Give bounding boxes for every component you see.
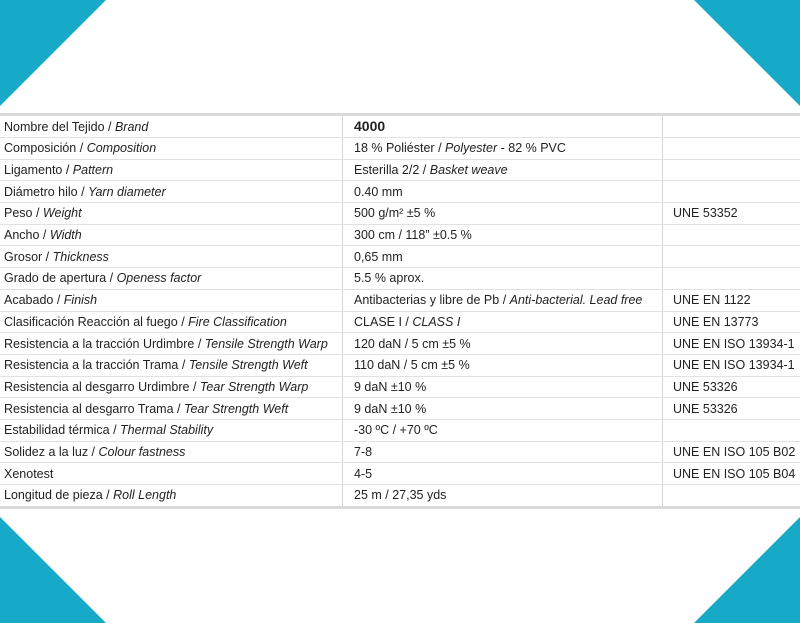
property-value: [343, 354, 663, 376]
property-label: Ligamento / Pattern: [0, 159, 343, 181]
table-row: [0, 398, 800, 420]
property-value-en: Polyester: [445, 141, 498, 156]
property-value-es: 7-8: [354, 444, 373, 459]
test-standard: UNE EN ISO 13934-1: [663, 333, 800, 355]
table-row: [0, 203, 800, 225]
property-value-es: 4-5: [354, 466, 373, 481]
property-label-en: Weight: [42, 206, 82, 221]
table-row: [0, 311, 800, 333]
property-value-es: 9 daN ±10 %: [354, 401, 427, 416]
property-value-en: CLASS I: [412, 314, 461, 329]
spec-table-body: [0, 116, 800, 506]
property-label-es: Grosor: [4, 249, 43, 264]
property-label: Acabado / Finish: [0, 289, 343, 311]
property-label-en: Colour fastness: [98, 444, 186, 459]
table-row: [0, 376, 800, 398]
test-standard: [663, 138, 800, 160]
property-label-en: Fire Classification: [188, 314, 287, 329]
test-standard: UNE EN 1122: [663, 289, 800, 311]
property-label: Resistencia a la tracción Trama / Tensile Strength Weft: [0, 354, 343, 376]
property-label: Resistencia al desgarro Trama / Tear Strength Weft: [0, 398, 343, 420]
property-value: [343, 246, 663, 268]
property-label-es: Composición: [4, 141, 77, 156]
property-value: [343, 181, 663, 203]
test-standard: UNE EN ISO 13934-1: [663, 354, 800, 376]
property-label-en: Thermal Stability: [120, 423, 214, 438]
property-label: Nombre del Tejido / Brand: [0, 116, 343, 138]
property-value-es: 120 daN / 5 cm ±5 %: [354, 336, 471, 351]
property-label-es: Xenotest: [4, 466, 54, 481]
property-value: [343, 376, 663, 398]
table-row: [0, 289, 800, 311]
property-label-en: Width: [49, 228, 82, 243]
property-value: [343, 116, 663, 138]
table-row: [0, 419, 800, 441]
property-label-en: Tear Strength Warp: [199, 379, 309, 394]
property-label: Composición / Composition: [0, 138, 343, 160]
property-label-en: Brand: [114, 119, 149, 134]
property-label: [0, 463, 343, 485]
test-standard: [663, 116, 800, 138]
property-label-en: Tensile Strength Warp: [204, 336, 328, 351]
property-value: [343, 268, 663, 290]
test-standard: UNE 53352: [663, 203, 800, 225]
property-label-en: Openess factor: [116, 271, 202, 286]
table-row: [0, 463, 800, 485]
property-value: [343, 485, 663, 506]
property-value-es: 25 m / 27,35 yds: [354, 488, 447, 503]
property-label-en: Thickness: [52, 249, 109, 264]
property-label-en: Finish: [63, 293, 98, 308]
table-row: [0, 159, 800, 181]
property-label: Ancho / Width: [0, 224, 343, 246]
test-standard: [663, 419, 800, 441]
property-value: [343, 203, 663, 225]
table-row: [0, 333, 800, 355]
property-label-es: Resistencia al desgarro Urdimbre: [4, 379, 190, 394]
spec-sheet: [0, 113, 800, 509]
property-value: [343, 224, 663, 246]
property-label: Grado de apertura / Openess factor: [0, 268, 343, 290]
property-value-es: 4000: [354, 118, 386, 134]
table-row: [0, 485, 800, 506]
property-label: Clasificación Reacción al fuego / Fire Classification: [0, 311, 343, 333]
property-label: Diámetro hilo / Yarn diameter: [0, 181, 343, 203]
table-row: [0, 441, 800, 463]
property-label-es: Acabado: [4, 293, 54, 308]
corner-decoration-bottom-left: [0, 517, 106, 623]
property-value: [343, 441, 663, 463]
test-standard: UNE EN ISO 105 B04: [663, 463, 800, 485]
test-standard: UNE EN ISO 105 B02: [663, 441, 800, 463]
property-label-es: Resistencia a la tracción Trama: [4, 358, 179, 373]
corner-decoration-top-right: [694, 0, 800, 106]
property-label-en: Composition: [86, 141, 157, 156]
table-row: [0, 138, 800, 160]
property-label-es: Clasificación Reacción al fuego: [4, 314, 178, 329]
property-value: [343, 419, 663, 441]
test-standard: [663, 181, 800, 203]
property-value-es: 110 daN / 5 cm ±5 %: [354, 358, 470, 373]
property-value: Esterilla 2/2 / Basket weave: [343, 159, 663, 181]
property-label: Estabilidad térmica / Thermal Stability: [0, 419, 343, 441]
property-value: 18 % Poliéster / Polyester - 82 % PVC: [343, 138, 663, 160]
property-label: Resistencia a la tracción Urdimbre / Tensile Strength Warp: [0, 333, 343, 355]
property-value-es: 9 daN ±10 %: [354, 379, 427, 394]
property-label-en: Pattern: [72, 163, 114, 178]
property-value-es: Esterilla 2/2: [354, 163, 420, 178]
table-row: [0, 268, 800, 290]
test-standard: [663, 485, 800, 506]
property-value-es: 300 cm / 118” ±0.5 %: [354, 228, 472, 243]
property-value-es: 5.5 % aprox.: [354, 271, 425, 286]
property-label-es: Grado de apertura: [4, 271, 107, 286]
property-value-en: Anti-bacterial. Lead free: [509, 293, 643, 308]
property-value-es: 0.40 mm: [354, 184, 403, 199]
table-row: [0, 181, 800, 203]
property-value: Antibacterias y libre de Pb / Anti-bacterial. Lead free: [343, 289, 663, 311]
property-value-tail: - 82 % PVC: [500, 141, 566, 156]
property-value-es: -30 ºC / +70 ºC: [354, 423, 438, 438]
property-label-es: Estabilidad térmica: [4, 423, 110, 438]
property-value-es: 0,65 mm: [354, 249, 403, 264]
table-row: [0, 116, 800, 138]
property-label: Resistencia al desgarro Urdimbre / Tear Strength Warp: [0, 376, 343, 398]
property-label-es: Ancho: [4, 228, 40, 243]
property-label-es: Solidez a la luz: [4, 444, 89, 459]
property-label: Longitud de pieza / Roll Length: [0, 485, 343, 506]
test-standard: UNE EN 13773: [663, 311, 800, 333]
property-label-es: Resistencia a la tracción Urdimbre: [4, 336, 195, 351]
property-label-en: Yarn diameter: [88, 184, 166, 199]
property-value: CLASE I / CLASS I: [343, 311, 663, 333]
property-label: Grosor / Thickness: [0, 246, 343, 268]
property-label-es: Ligamento: [4, 163, 63, 178]
test-standard: [663, 268, 800, 290]
property-label-es: Nombre del Tejido: [4, 119, 105, 134]
test-standard: [663, 159, 800, 181]
property-value-es: 500 g/m² ±5 %: [354, 206, 436, 221]
property-label-es: Longitud de pieza: [4, 488, 103, 503]
property-label-es: Diámetro hilo: [4, 184, 78, 199]
test-standard: [663, 224, 800, 246]
property-label: Peso / Weight: [0, 203, 343, 225]
property-label-en: Tear Strength Weft: [183, 401, 289, 416]
property-label-en: Roll Length: [113, 488, 177, 503]
property-label-es: Resistencia al desgarro Trama: [4, 401, 174, 416]
property-value: [343, 333, 663, 355]
property-value-es: CLASE I: [354, 314, 402, 329]
property-value: [343, 463, 663, 485]
table-row: [0, 354, 800, 376]
property-label: Solidez a la luz / Colour fastness: [0, 441, 343, 463]
spec-table: [0, 116, 800, 506]
property-value-es: 18 % Poliéster: [354, 141, 435, 156]
property-value: [343, 398, 663, 420]
property-label-es: Peso: [4, 206, 33, 221]
table-row: [0, 246, 800, 268]
corner-decoration-top-left: [0, 0, 106, 106]
corner-decoration-bottom-right: [694, 517, 800, 623]
property-value-es: Antibacterias y libre de Pb: [354, 293, 500, 308]
property-value-en: Basket weave: [429, 163, 508, 178]
test-standard: UNE 53326: [663, 398, 800, 420]
table-row: [0, 224, 800, 246]
test-standard: UNE 53326: [663, 376, 800, 398]
test-standard: [663, 246, 800, 268]
property-label-en: Tensile Strength Weft: [188, 358, 308, 373]
